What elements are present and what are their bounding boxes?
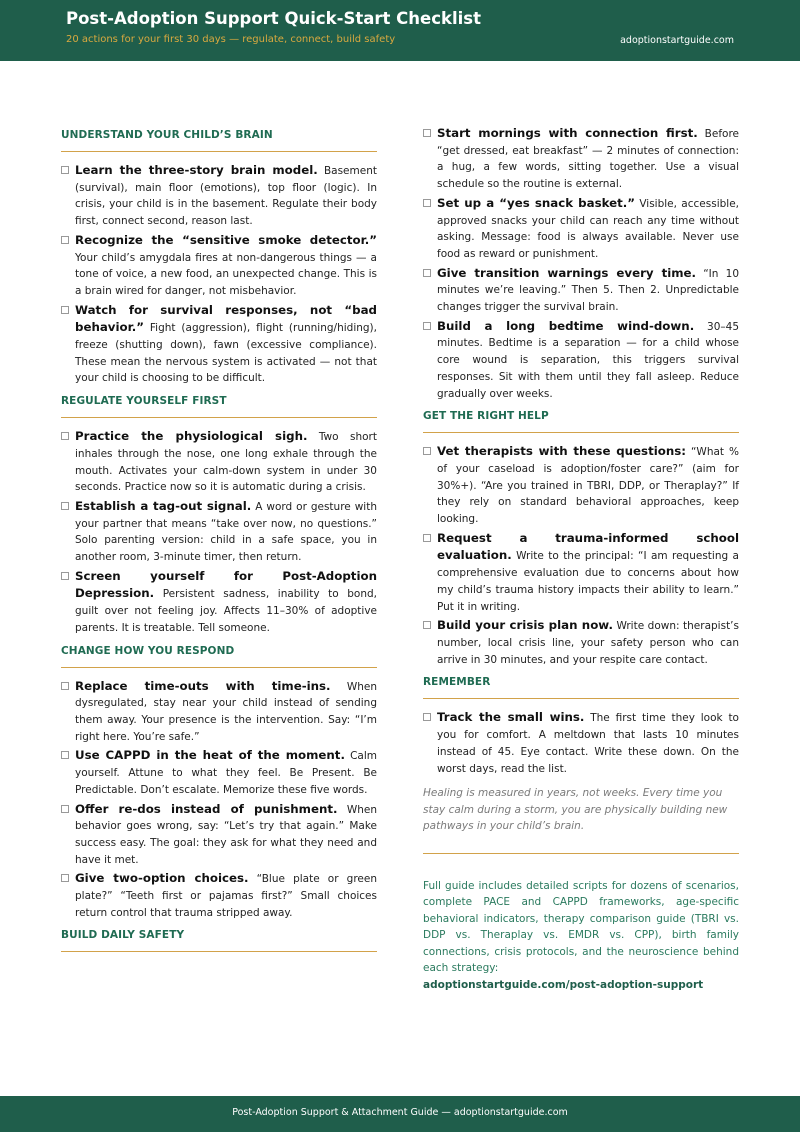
item-title: Establish a tag-out signal. [75, 498, 252, 513]
checkbox[interactable] [61, 805, 69, 813]
checkbox[interactable] [61, 166, 69, 174]
page-title: Post-Adoption Support Quick-Start Checklist [66, 9, 481, 28]
header-site-link[interactable]: adoptionstartguide.com [620, 35, 734, 46]
checklist-item [61, 678, 377, 746]
item-body: Calm yourself. Attune to what they feel. Be Present. Be Predictable. Don’t escalate. Memorize these five words. [75, 750, 378, 796]
item-title: Build your crisis plan now. [437, 618, 613, 633]
checklist-item [423, 265, 739, 316]
item-title: Set up a “yes snack basket.” [437, 195, 635, 210]
item-body: When behavior goes wrong, say: “Let’s try that again.” Make success easy. The goal: they ask for what they need and have it met. [75, 803, 377, 866]
full-guide-text: Full guide includes detailed scripts for dozens of scenarios, complete PACE and CAPPD frameworks, age-specific behavioral indicators, therapy comparison guide (TBRI vs. DDP vs. Theraplay vs. EMDR vs. CPP), birth family connections, crisis protocols, and the neuroscience behind each strategy: [423, 879, 739, 975]
item-title: Vet therapists with these questions: [437, 444, 686, 459]
header-bar [0, 0, 800, 61]
item-title: Give transition warnings every time. [437, 265, 697, 280]
full-guide-link[interactable]: adoptionstartguide.com/post-adoption-support [423, 978, 704, 991]
item-title: Track the small wins. [437, 710, 585, 725]
item-title: Offer re-dos instead of punishment. [75, 801, 338, 816]
checklist-item [423, 443, 739, 528]
checkbox[interactable] [61, 572, 69, 580]
checklist-item [61, 428, 377, 496]
section-heading-brain: UNDERSTAND YOUR CHILD’S BRAIN [61, 129, 377, 152]
item-title: Replace time-outs with time-ins. [75, 678, 331, 693]
item-body: “What % of your caseload is adoption/foster care?” (aim for 30%+). “Are you trained in TBRI, DDP, or Theraplay?” If they rely on standard behavioral approaches, keep looking. [437, 446, 739, 526]
item-title: Practice the physiological sigh. [75, 429, 308, 444]
checkbox[interactable] [423, 621, 431, 629]
item-title: Watch for survival responses, not “bad behavior.” [75, 302, 377, 335]
section-heading-respond: CHANGE HOW YOU RESPOND [61, 645, 377, 668]
item-title: Give two-option choices. [75, 871, 249, 886]
checkbox[interactable] [423, 269, 431, 277]
checkbox[interactable] [61, 432, 69, 440]
item-body: The first time they look to you for comfort. A meltdown that lasts 10 minutes instead of 45. Eye contact. Write these down. On the worst days, read the list. [437, 712, 739, 775]
item-body: When dysregulated, stay near your child instead of sending them away. Your presence is the intervention. Say: “I’m right here. You’re safe.” [75, 680, 377, 743]
item-body: Your child’s amygdala fires at non-dangerous things — a tone of voice, a new food, an unexpected change. This is a brain wired for danger, not misbehavior. [75, 251, 377, 297]
checklist-item [61, 747, 377, 798]
checklist-item [61, 162, 377, 230]
item-title: Build a long bedtime wind-down. [437, 318, 695, 333]
item-title: Request a trauma-informed school evaluation. [437, 530, 739, 563]
checkbox[interactable] [423, 713, 431, 721]
checklist-item [423, 530, 739, 616]
item-body: Write to the principal: “I am requesting a comprehensive evaluation due to concerns about how my child’s trauma history impacts their ability to learn.” Put it in writing. [437, 550, 739, 613]
checklist-item [61, 302, 377, 388]
item-body: Fight (aggression), flight (running/hiding), freeze (shutting down), fawn (excessive compliance). These mean the nervous system is activated — not that your child is choosing to be difficult. [75, 322, 377, 385]
checkbox[interactable] [423, 322, 431, 330]
right-column [423, 125, 739, 993]
item-body: Before “get dressed, eat breakfast” — 2 minutes of connection: a hug, a few words, sitting together. Use a visual schedule so the routine is external. [437, 128, 739, 191]
item-body: “In 10 minutes we’re leaving.” Then 5. Then 2. Unpredictable changes trigger the survival brain. [437, 267, 739, 314]
full-guide-note [423, 878, 739, 994]
checklist-item [61, 568, 377, 637]
checkbox[interactable] [61, 874, 69, 882]
checkbox[interactable] [423, 199, 431, 207]
section-heading-help: GET THE RIGHT HELP [423, 410, 739, 433]
item-title: Recognize the “sensitive smoke detector.” [75, 232, 377, 247]
section-heading-remember: REMEMBER [423, 676, 739, 699]
checkbox[interactable] [423, 129, 431, 137]
item-body: 30–45 minutes. Bedtime is a separation — for a child whose core wound is separation, this triggers survival responses. Sit with them until they fall asleep. Reduce gradually over weeks. [437, 320, 739, 400]
item-body: A word or gesture with your partner that means “take over now, no questions.” Solo parenting version: child in a safe space, you in another room, 3-minute timer, then return. [75, 500, 377, 564]
item-title: Start mornings with connection first. [437, 126, 698, 140]
item-title: Screen yourself for Post-Adoption Depression. [75, 568, 377, 601]
checkbox[interactable] [423, 534, 431, 542]
closing-quote: Healing is measured in years, not weeks. Every time you stay calm during a storm, you are physically building new pathways in your child’s brain. [423, 785, 739, 854]
checklist-item [423, 709, 739, 777]
item-body: Write down: therapist’s number, local crisis line, your safety person who can arrive in 30 minutes, and your respite care contact. [437, 620, 739, 666]
item-body: Basement (survival), main floor (emotions), top floor (logic). In crisis, your child is in the basement. Regulate their body first, connect second, reason last. [75, 165, 377, 228]
item-body: Persistent sadness, inability to bond, guilt over not feeling joy. Affects 11–30% of adoptive parents. It is treatable. Tell someone. [75, 588, 377, 634]
item-title: Use CAPPD in the heat of the moment. [75, 748, 345, 763]
checklist-item [61, 870, 377, 921]
footer-text: Post-Adoption Support & Attachment Guide — adoptionstartguide.com [232, 1107, 568, 1118]
section-heading-regulate: REGULATE YOURSELF FIRST [61, 395, 377, 418]
checklist-item [423, 318, 739, 403]
checklist-item [423, 125, 739, 193]
checkbox[interactable] [423, 447, 431, 455]
section-heading-safety: BUILD DAILY SAFETY [61, 929, 377, 952]
item-title: Learn the three-story brain model. [75, 163, 318, 177]
checkbox[interactable] [61, 306, 69, 314]
item-body: “Blue plate or green plate?” “Teeth first or pajamas first?” Small choices return control that trauma stripped away. [75, 873, 377, 919]
checkbox[interactable] [61, 236, 69, 244]
page-subtitle: 20 actions for your first 30 days — regulate, connect, build safety [66, 34, 396, 45]
checklist-item [61, 498, 377, 566]
item-body: Two short inhales through the nose, one long exhale through the mouth. Activates your calm-down system in under 30 seconds. Practice now so it is automatic during a crisis. [75, 431, 377, 494]
checklist-item [423, 195, 739, 263]
checklist-item [61, 232, 377, 300]
checkbox[interactable] [61, 751, 69, 759]
checkbox[interactable] [61, 502, 69, 510]
footer-bar [0, 1096, 800, 1132]
item-body: Visible, accessible, approved snacks your child can reach any time without asking. Message: food is always available. Never use food as reward or punishment. [437, 197, 739, 260]
checkbox[interactable] [61, 682, 69, 690]
left-column [61, 125, 377, 962]
checklist-item [423, 617, 739, 668]
checklist-item [61, 801, 377, 869]
